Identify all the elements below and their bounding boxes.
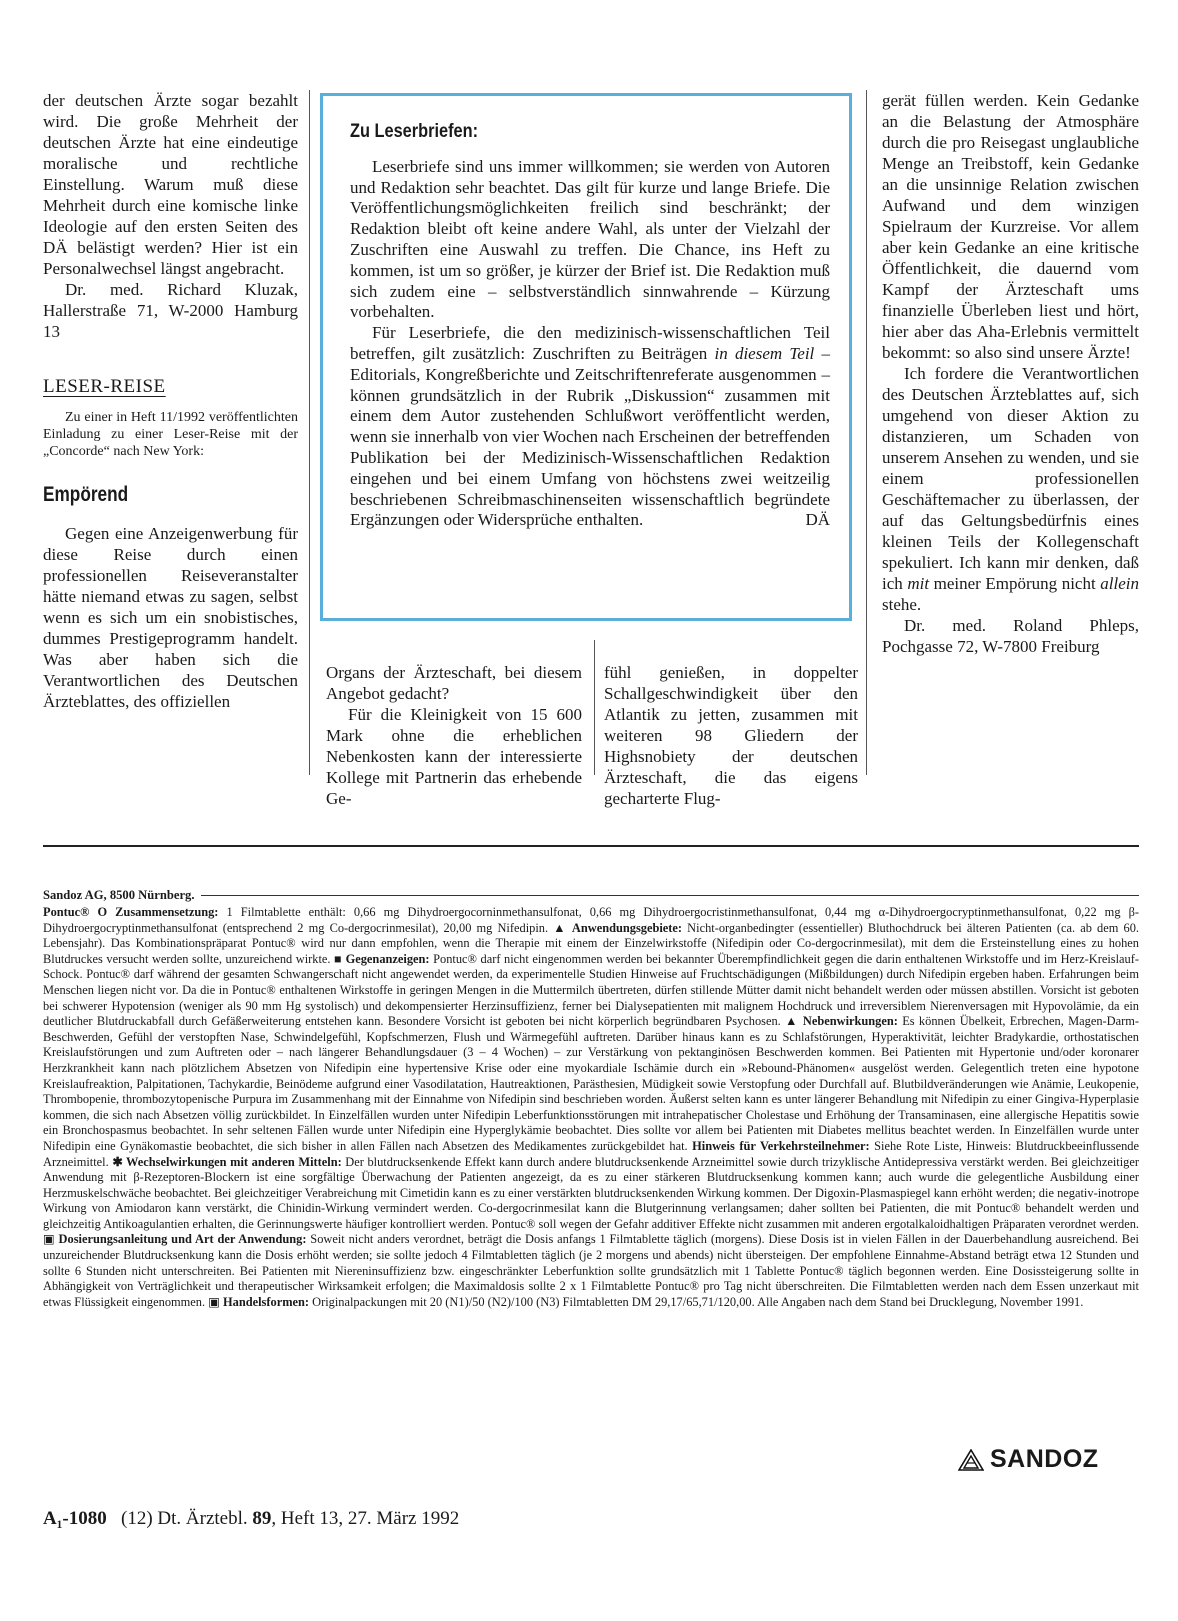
signature-kluzak: Dr. med. Richard Kluzak, Hallerstraße 71, W-2000 Hamburg 13 <box>43 280 298 341</box>
notice-paragraph: Für Leserbriefe, die den medizinisch-wissenschaftlichen Teil betreffen, gilt zusätzlich: Zuschriften zu Beiträgen in diesem Teil – Editorials, Kongreßberichte und Zeitschriftenreferate ausgenommen – können grundsätzlich in der Rubrik „Diskussion“ zusammen mit einem dem Autor zustehenden Schlußwort veröffentlicht werden, wenn sie innerhalb von vier Wochen nach Erscheinen der betreffenden Publikation bei der Medizinisch-Wissenschaftlichen Redaktion eingehen und bei einem Umfang von höchstens zwei weitzeilig beschriebenen Schreibmaschinenseiten wissenschaftlich begründete Ergänzungen oder Widersprüche enthalten. DÄ <box>350 323 831 530</box>
letter-phleps-start: Gegen eine Anzeigenwerbung für diese Reise durch einen professionellen Reiseveranstalter hätte niemand etwas zu sagen, selbst wenn es sich um ein snobistisches, dummes Prestigeprogramm handelt. Was aber haben sich die Verantwortlichen des Deutschen Ärzteblattes, des offiziellen <box>43 524 298 711</box>
column-divider <box>594 640 595 775</box>
sandoz-logo-icon <box>958 1449 984 1471</box>
letter-kluzak-end: der deutschen Ärzte sogar bezahlt wird. Die große Mehrheit der deutschen Ärzte hat eine eindeutige moralische und rechtliche Einstellung. Warum muß diese Mehrheit durch eine komische linke Ideologie auf den ersten Seiten des DÄ belästigt werden? Hier ist ein Personalwechsel längst angebracht. <box>43 91 298 278</box>
column-divider <box>866 90 867 775</box>
column-4 <box>882 90 1139 657</box>
column-3 <box>604 662 858 809</box>
rubric-intro: Zu einer in Heft 11/1992 veröffentlichten Einladung zu einer Leser-Reise mit der „Concorde“ nach New York: <box>43 410 298 459</box>
letter-phleps-cont: Für die Kleinigkeit von 15 600 Mark ohne die erheblichen Nebenkosten kann der interessierte Kollege mit Partnerin das erhebende Ge- <box>326 705 582 808</box>
ad-company: Sandoz AG, 8500 Nürnberg. <box>43 888 1139 903</box>
letter-headline: Empörend <box>43 483 129 506</box>
pharma-ad-text: Pontuc® O Zusammensetzung: 1 Filmtablette enthält: 0,66 mg Dihydroergocorninmethansulfonat, 0,66 mg Dihydroergocristinmethansulfonat, 0,44 mg α-Dihydroergocryptinmethansulfonat, 0,22 mg β-Dihydroergocryptinmethansulfonat (entsprechend 2 mg Co-dergocrinmesilat), 20,00 mg Nifedipin. ▲ Anwendungsgebiete: Nicht-organbedingter (essentieller) Bluthochdruck bei älteren Patienten (ca. ab dem 60. Lebensjahr). Das Kombinationspräparat Pontuc® wird nur dann empfohlen, wenn die Therapie mit einem der Einzelwirkstoffe (Nifedipin oder Co-dergocrinmesilat), mit dem die Ersteinstellung eines zu hohen Blutdruckes versucht werden sollte, unzureichend wirkte. ■ Gegenanzeigen: Pontuc® darf nicht eingenommen werden bei bekannter Überempfindlichkeit gegen die darin enthaltenen Wirkstoffe und im Herz-Kreislauf-Schock. Pontuc® darf während der gesamten Schwangerschaft nicht angewendet werden, da experimentelle Studien Hinweise auf Fruchtschädigungen (Mißbildungen) durch Nifedipin ergeben haben. Erfahrungen beim Menschen liegen nicht vor. Da die in Pontuc® enthaltenen Wirkstoffe in geringen Mengen in die Muttermilch übertreten, dürfen stillende Mütter damit nicht behandelt werden oder müssen abstillen. Vorsicht ist geboten bei schwerer Hypotension (weniger als 90 mm Hg systolisch) und dekompensierter Herzinsuffizienz, ferner bei Dialysepatienten mit malignem Hochdruck und irreversiblem Nierenversagen mit Hypovolämie, da ein deutlicher Blutdruckabfall durch Gefäßerweiterung entstehen kann. Besondere Vorsicht ist geboten bei nicht körperlich begründbaren Psychosen. ▲ Nebenwirkungen: Es können Übelkeit, Erbrechen, Magen-Darm-Beschwerden, Gefühl der verstopften Nase, Schwindelgefühl, Kopfschmerzen, Flush und Wärmegefühl auftreten. Darüber hinaus kann es zu Schlafstörungen, Hyperaktivität, leichter Bradykardie, orthostatischen Kreislaufstörungen und zum Auftreten oder – nach längerer Behandlungsdauer (3 – 4 Wochen) – zur Verstärkung von pektanginösen Beschwerden kommen. Bei Patienten mit Hypertonie und/oder koronarer Herzkrankheit kann nach plötzlichem Absetzen von Nifedipin eine hypertensive Krise oder eine myokardiale Ischämie durch ein »Rebound-Phänomen« ausgelöst werden. Gelegentlich treten eine hypotone Kreislaufreaktion, Palpitationen, Tachykardie, Beinödeme aufgrund einer Vasodilatation, Hautreaktionen, Parästhesien, Müdigkeit sowie Verstopfung oder Durchfall auf. Blutbildveränderungen wie Anämie, Leukopenie, Thrombopenie, thrombozytopenische Purpura im Zusammenhang mit der Einnahme von Nifedipin sind beschrieben worden. Äußerst selten kann es unter längerer Behandlung mit Nifedipin zu einer Gingiva-Hyperplasie kommen, die sich nach Absetzen völlig zurückbildet. In Einzelfällen wurden unter Nifedipin Leberfunktionsstörungen mit intrahepatischer Cholestase und Erhöhung der Transaminasen, eine allergische Hepatitis sowie ein Bronchospasmus beobachtet. In sehr seltenen Fällen wurde unter Nifedipin eine Hyperglykämie beobachtet. Dies sollte vor allem bei Patienten mit Diabetes mellitus beachtet werden. In Einzelfällen wurde unter Nifedipin eine Gynäkomastie beobachtet, die sich bisher in allen Fällen nach Absetzen des Medikamentes zurückgebildet hat. Hinweis für Verkehrsteilnehmer: Siehe Rote Liste, Hinweis: Blutdruckbeeinflussende Arzneimittel. ✱ Wechselwirkungen mit anderen Mitteln: Der blutdrucksenkende Effekt kann durch andere blutdrucksenkende Arzneimittel sowie durch trizyklische Antidepressiva verstärkt werden. Bei gleichzeitiger Anwendung mit β-Rezeptoren-Blockern ist eine sorgfältige Überwachung der Patienten angezeigt, da es zu einer stärkeren Blutdrucksenkung kommen kann; auch wurde die gelegentliche Ausbildung einer Herzmuskelschwäche beobachtet. Bei gleichzeitiger Verabreichung mit Cimetidin kann es zu einer verstärkten blutdrucksenkenden Wirkung kommen. Der Digoxin-Plasmaspiegel kann erhöht werden; die negativ-inotrope Wirkung von Amiodaron kann verstärkt, die Chinidin-Wirkung vermindert werden. Co-dergocrinmesilat kann die Blutgerinnung verlangsamen; daher sollten bei Patienten, die mit Pontuc® behandelt werden und gleichzeitig Antikoagulantien erhalten, die Gerinnungswerte häufiger kontrolliert werden. Pontuc® soll wegen der Gefahr additiver Effekte nicht zusammen mit anderen ergotalkaloidhaltigen Präparaten verordnet werden. ▣ Dosierungsanleitung und Art der Anwendung: Soweit nicht anders verordnet, beträgt die Dosis anfangs 1 Filmtablette täglich (morgens). Diese Dosis ist in vielen Fällen in der Dauerbehandlung ausreichend. Bei unzureichender Blutdrucksenkung kann die Dosis erhöht werden; sie sollte jedoch 4 Filmtabletten täglich (je 2 morgens und abends) nicht übersteigen. Der empfohlene Einnahme-Abstand beträgt etwa 12 Stunden und sollte 6 Stunden nicht unterschreiten. Bei Patienten mit Niereninsuffizienz bzw. eingeschränkter Leberfunktion sollte grundsätzlich mit 1 Tablette Pontuc® täglich begonnen werden. Eine Dosissteigerung sollte in Abhängigkeit von Verträglichkeit und therapeutischer Wirksamkeit erfolgen; die Maximaldosis sollte 2 x 1 Filmtablette Pontuc® pro Tag nicht überschreiten. Die Filmtabletten werden nach dem Essen unzerkaut mit etwas Flüssigkeit eingenommen. ▣ Handelsformen: Originalpackungen mit 20 (N1)/50 (N2)/100 (N3) Filmtabletten DM 29,17/65,71/120,00. Alle Angaben nach dem Stand bei Drucklegung, November 1991. <box>43 905 1139 1309</box>
sandoz-logo: SANDOZ <box>958 1445 1099 1474</box>
signature-phleps: Dr. med. Roland Phleps, Pochgasse 72, W-7800 Freiburg <box>882 616 1139 656</box>
letters-notice-box <box>320 93 852 621</box>
horizontal-rule <box>43 845 1139 847</box>
letter-phleps-cont: fühl genießen, in doppelter Schallgeschwindigkeit über den Atlantik zu jetten, zusammen mit weiteren 98 Gliedern der Highsnobiety der deutschen Ärzteschaft, die das eigens gecharterte Flug- <box>604 663 858 808</box>
column-2 <box>326 662 582 809</box>
journal-name: (12) Dt. Ärztebl. <box>121 1508 248 1529</box>
page-footer <box>43 1508 459 1530</box>
journal-volume: 89 <box>252 1508 272 1529</box>
notice-signature: DÄ <box>805 510 830 530</box>
letter-phleps-cont: Organs der Ärzteschaft, bei diesem Angebot gedacht? <box>326 663 582 703</box>
notice-title: Zu Leserbriefen: <box>350 121 479 142</box>
notice-paragraph: Leserbriefe sind uns immer willkommen; sie werden von Autoren und Redaktion sehr beachtet. Das gilt für kurze und lange Briefe. Die Veröffentlichungsmöglichkeiten freilich sind beschränkt; der Redaktion bleibt oft keine andere Wahl, als unter der Vielzahl der Zuschriften eine Auswahl zu treffen. Die Chance, ins Heft zu kommen, ist um so größer, je kürzer der Brief ist. Die Redaktion muß sich zudem eine – selbstverständlich sinnwahrende – Kürzung vorbehalten. <box>350 156 830 322</box>
page-number: A₁-1080 <box>43 1508 107 1529</box>
rubric-heading: LESER-REISE <box>43 376 166 397</box>
column-1 <box>43 90 298 712</box>
issue-date: , Heft 13, 27. März 1992 <box>271 1508 460 1529</box>
column-divider <box>309 90 310 775</box>
letter-phleps-cont: Ich fordere die Verantwortlichen des Deutschen Ärzteblattes auf, sich umgehend von dieser Aktion zu distanzieren, um Schaden von unserem Ansehen zu wenden, und sie einem professionellen Geschäftemacher zu überlassen, der auf das Geltungsbedürfnis eines kleinen Teils der Kollegenschaft spekuliert. Ich kann mir denken, daß ich mit meiner Empörung nicht allein stehe. <box>882 364 1139 614</box>
letter-phleps-cont: gerät füllen werden. Kein Gedanke an die Belastung der Atmosphäre durch die pro Reisegast unglaubliche Menge an Treibstoff, kein Gedanke an die unsinnige Relation zwischen Aufwand und dem winzigen Spielraum der Kurzreise. Vor allem aber kein Gedanke an eine kritische Öffentlichkeit, die dauernd vom Kampf der Ärzteschaft ums finanzielle Überleben liest und hört, hier aber das Aha-Erlebnis vermittelt bekommt: so also sind unsere Ärzte! <box>882 91 1139 362</box>
